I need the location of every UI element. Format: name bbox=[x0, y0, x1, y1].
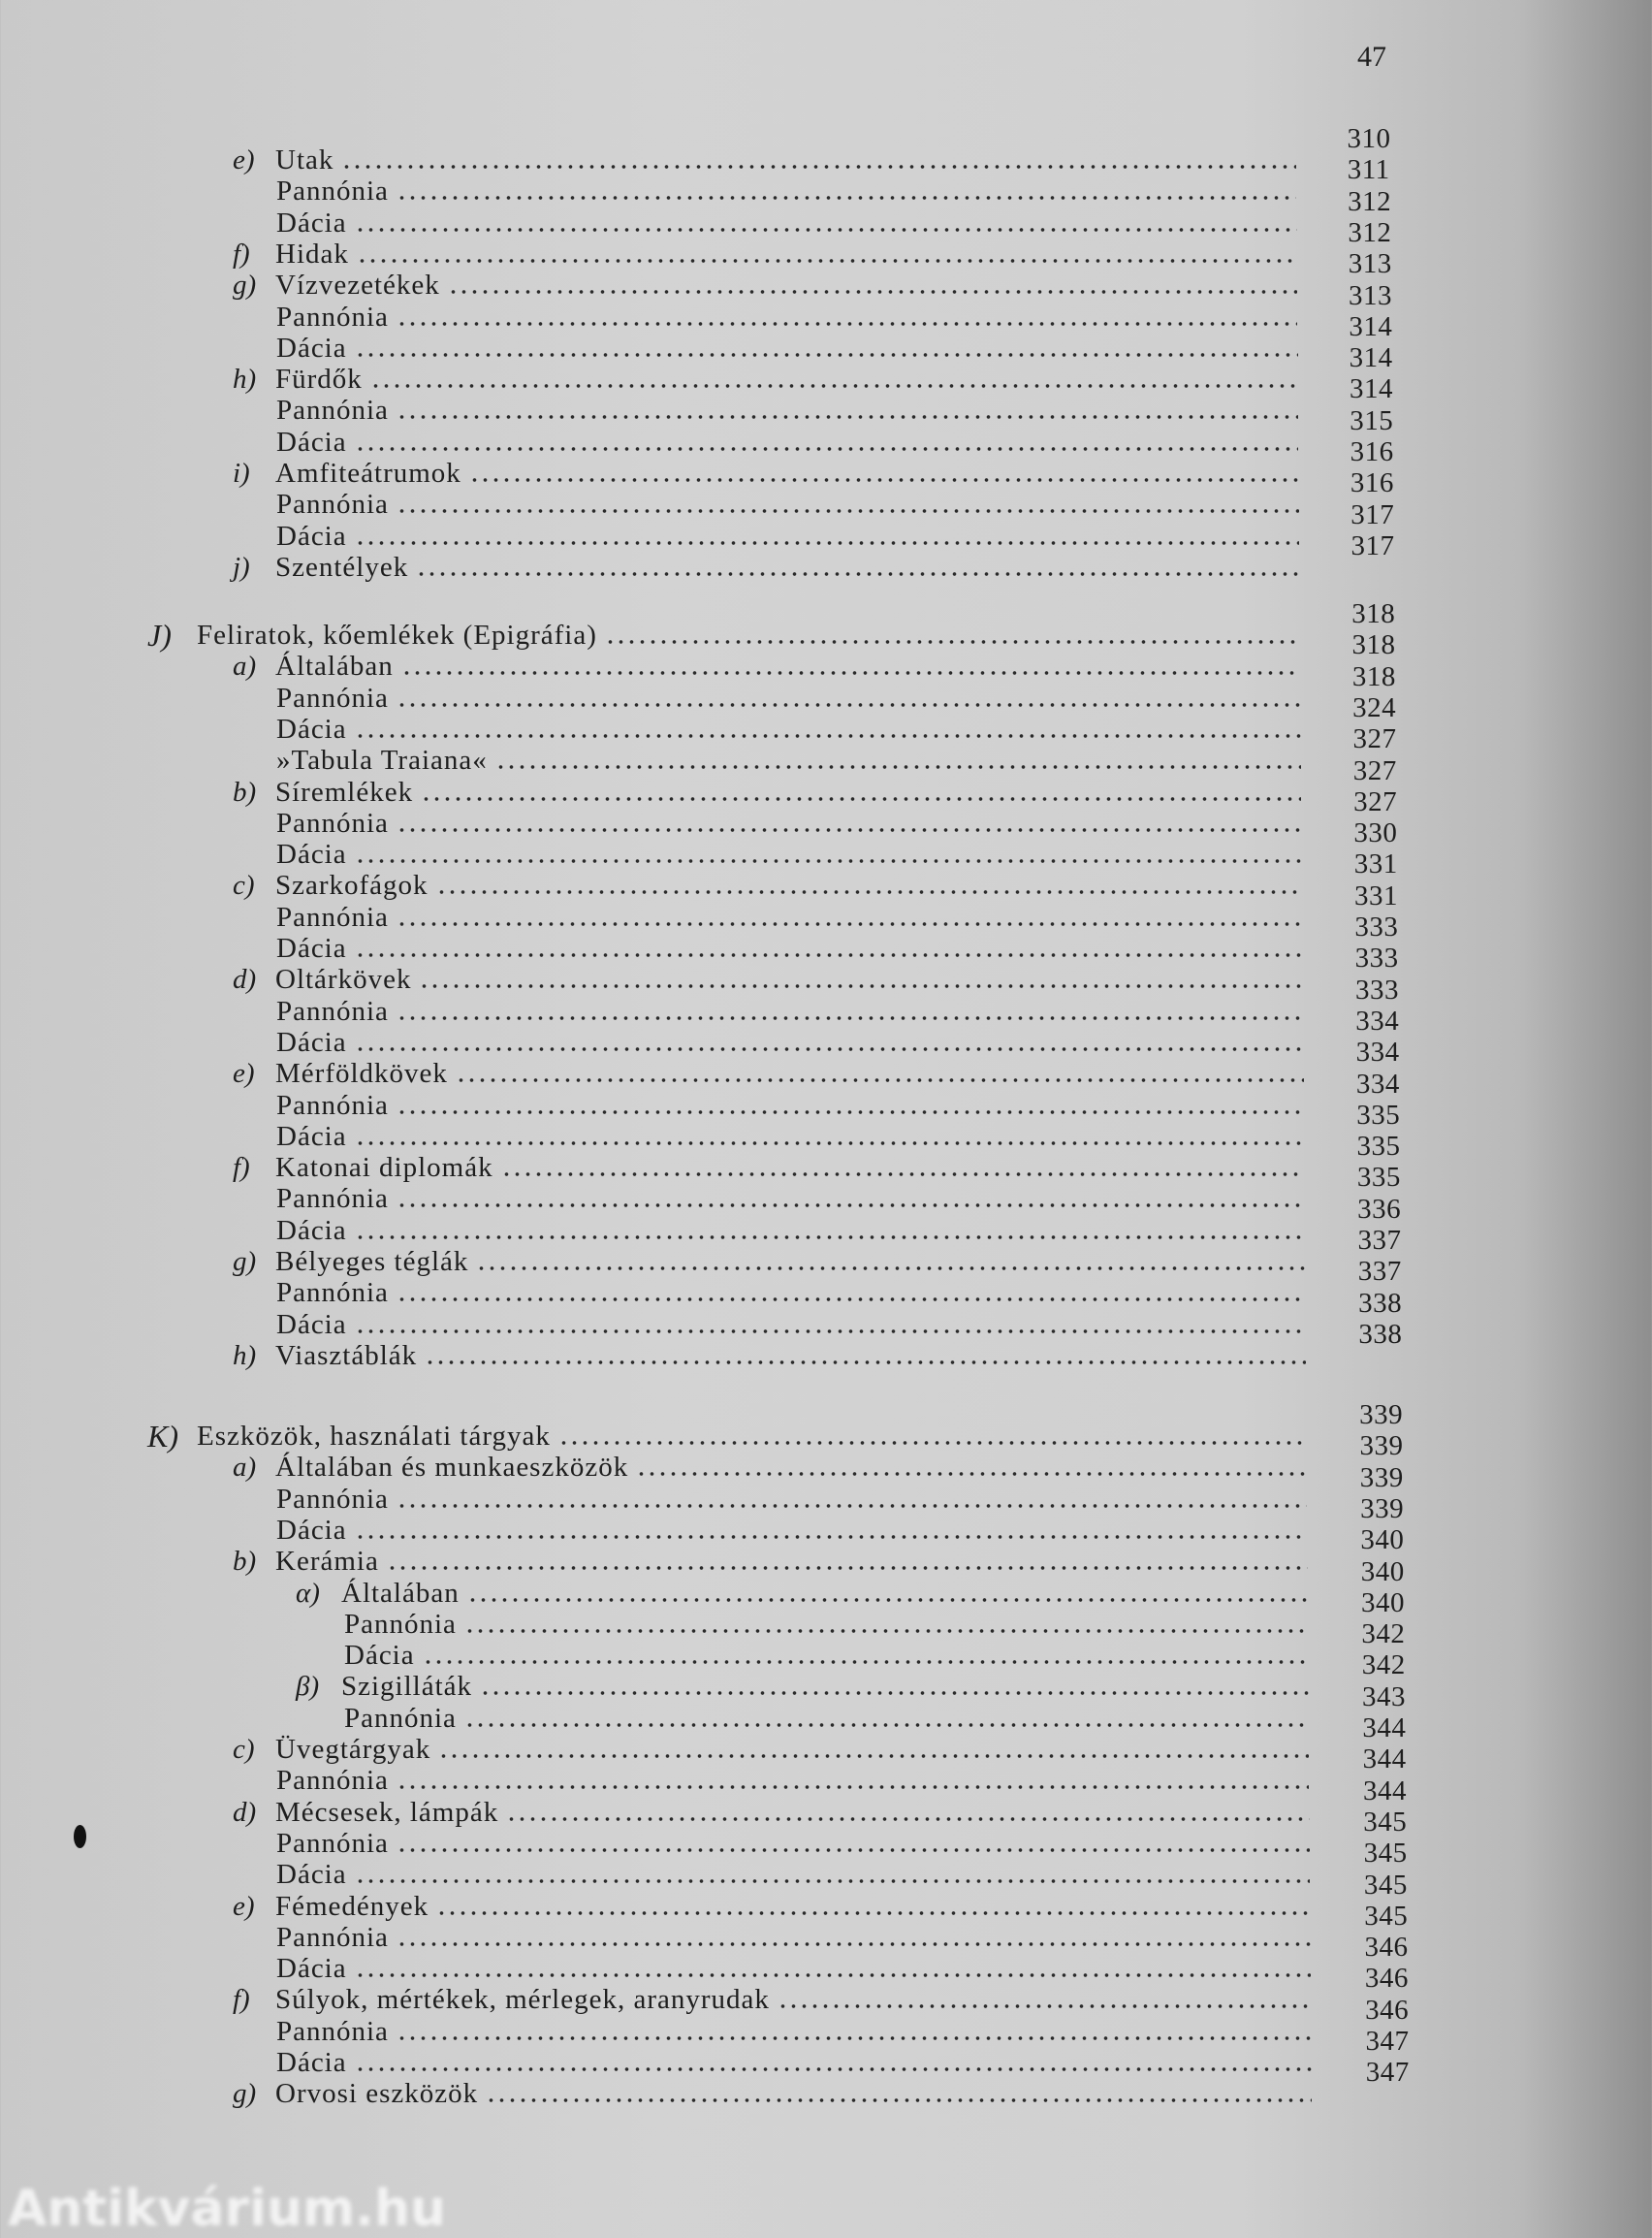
dot-leader bbox=[495, 765, 1301, 769]
entry-title: Pannónia bbox=[276, 1765, 389, 1797]
entry-title: Dácia bbox=[344, 1640, 415, 1672]
entry-title: Pannónia bbox=[276, 1183, 389, 1215]
entry-title: Hidak bbox=[275, 238, 349, 270]
entry-title: Dácia bbox=[276, 1214, 347, 1246]
entry-marker: f) bbox=[233, 1152, 250, 1184]
entry-marker: J) bbox=[147, 618, 172, 653]
dot-leader bbox=[355, 1535, 1307, 1539]
entry-page-number: 342 bbox=[1361, 1618, 1406, 1650]
entry-page-number: 333 bbox=[1354, 911, 1399, 943]
dot-leader bbox=[397, 703, 1301, 707]
entry-title: Dácia bbox=[276, 933, 347, 964]
entry-page-number: 327 bbox=[1352, 723, 1397, 755]
entry-title: Katonai diplomák bbox=[275, 1152, 493, 1184]
dot-leader bbox=[421, 797, 1301, 801]
entry-marker: g) bbox=[233, 270, 257, 302]
entry-page-number: 327 bbox=[1353, 785, 1398, 817]
dot-leader bbox=[355, 953, 1303, 957]
entry-marker: a) bbox=[233, 651, 257, 683]
entry-page-number: 318 bbox=[1351, 629, 1396, 661]
entry-marker: K) bbox=[147, 1419, 178, 1454]
entry-page-number: 313 bbox=[1349, 279, 1392, 311]
entry-title: Általában bbox=[341, 1577, 460, 1609]
entry-marker: h) bbox=[233, 1339, 257, 1371]
entry-page-number: 347 bbox=[1365, 2057, 1410, 2089]
entry-title: Dácia bbox=[276, 1953, 347, 1985]
dot-leader bbox=[397, 1203, 1305, 1207]
entry-title: Amfiteátrumok bbox=[275, 458, 461, 489]
entry-page-number: 335 bbox=[1356, 1162, 1401, 1194]
dot-leader bbox=[355, 228, 1297, 232]
entry-title: Fémedények bbox=[275, 1890, 429, 1922]
entry-page-number: 337 bbox=[1357, 1225, 1402, 1256]
entry-page-number: 344 bbox=[1362, 1743, 1407, 1775]
entry-marker: e) bbox=[233, 1890, 255, 1922]
entry-title: Pannónia bbox=[276, 489, 389, 521]
entry-title: Pannónia bbox=[276, 176, 389, 208]
entry-title: Orvosi eszközök bbox=[275, 2078, 479, 2110]
entry-marker: d) bbox=[233, 1796, 257, 1828]
dot-leader bbox=[355, 2067, 1312, 2071]
entry-page-number: 346 bbox=[1365, 1994, 1410, 2026]
entry-title: Pannónia bbox=[276, 301, 389, 333]
entry-marker: i) bbox=[233, 458, 250, 489]
dot-leader bbox=[355, 1235, 1305, 1239]
dot-leader bbox=[355, 447, 1298, 451]
dot-leader bbox=[355, 1329, 1306, 1333]
entry-page-number: 340 bbox=[1360, 1555, 1405, 1587]
entry-marker: f) bbox=[233, 238, 250, 270]
entry-marker: d) bbox=[233, 964, 257, 996]
entry-title: Fürdők bbox=[275, 364, 363, 396]
entry-page-number: 339 bbox=[1359, 1461, 1404, 1493]
toc-section-heading bbox=[0, 598, 1652, 653]
entry-page-number: 346 bbox=[1364, 1963, 1409, 1995]
entry-page-number: 333 bbox=[1354, 943, 1399, 975]
dot-leader bbox=[436, 890, 1302, 894]
entry-page-number: 346 bbox=[1364, 1932, 1409, 1964]
entry-marker: a) bbox=[233, 1452, 257, 1484]
dot-leader bbox=[397, 922, 1302, 926]
entry-title: Dácia bbox=[276, 207, 347, 239]
entry-title: Utak bbox=[275, 144, 334, 176]
entry-marker: c) bbox=[233, 870, 255, 902]
entry-title: Pannónia bbox=[344, 1608, 457, 1640]
entry-title: Feliratok, kőemlékek (Epigráfia) bbox=[197, 620, 597, 651]
entry-page-number: 324 bbox=[1352, 691, 1397, 723]
entry-page-number: 347 bbox=[1365, 2026, 1410, 2057]
dot-leader bbox=[397, 415, 1298, 419]
entry-title: Vízvezetékek bbox=[275, 270, 440, 302]
entry-page-number: 310 bbox=[1347, 123, 1391, 154]
entry-title: Dácia bbox=[276, 426, 347, 458]
dot-leader bbox=[341, 165, 1296, 169]
entry-marker: f) bbox=[233, 1984, 250, 2016]
entry-page-number: 314 bbox=[1349, 310, 1393, 342]
entry-page-number: 316 bbox=[1350, 467, 1394, 499]
entry-marker: c) bbox=[233, 1734, 255, 1765]
entry-page-number: 345 bbox=[1363, 1838, 1408, 1870]
entry-page-number: 339 bbox=[1359, 1399, 1404, 1430]
entry-page-number: 327 bbox=[1352, 754, 1397, 786]
dot-leader bbox=[397, 2036, 1311, 2040]
entry-page-number: 340 bbox=[1360, 1524, 1405, 1556]
entry-title: »Tabula Traiana« bbox=[276, 745, 488, 777]
entry-title: Dácia bbox=[276, 332, 347, 364]
entry-title: Dácia bbox=[276, 839, 347, 871]
dot-leader bbox=[397, 1785, 1309, 1789]
dot-leader bbox=[397, 1504, 1307, 1508]
entry-title: Mérföldkövek bbox=[275, 1058, 448, 1090]
entry-page-number: 314 bbox=[1349, 342, 1393, 374]
watermark: Antikvárium.hu bbox=[8, 2180, 446, 2238]
entry-page-number: 314 bbox=[1349, 373, 1393, 405]
toc-section-heading bbox=[0, 1399, 1652, 1454]
dot-leader bbox=[476, 1266, 1305, 1270]
dot-leader bbox=[370, 384, 1298, 388]
dot-leader bbox=[397, 509, 1299, 513]
page-number: 47 bbox=[1357, 41, 1386, 73]
entry-title: Szentélyek bbox=[275, 551, 409, 583]
entry-page-number: 334 bbox=[1355, 1037, 1400, 1069]
entry-title: Általában bbox=[275, 651, 394, 683]
dot-leader bbox=[355, 1879, 1310, 1883]
entry-page-number: 343 bbox=[1362, 1680, 1406, 1712]
entry-page-number: 317 bbox=[1350, 498, 1395, 530]
dot-leader bbox=[480, 1691, 1309, 1695]
dot-leader bbox=[397, 828, 1302, 832]
entry-page-number: 317 bbox=[1350, 529, 1395, 561]
entry-marker: h) bbox=[233, 364, 257, 396]
entry-title: Szarkofágok bbox=[275, 870, 429, 902]
entry-title: Szigilláták bbox=[341, 1671, 473, 1703]
dot-leader bbox=[486, 2098, 1312, 2102]
entry-title: Pannónia bbox=[276, 682, 389, 714]
entry-title: Pannónia bbox=[276, 1089, 389, 1121]
entry-marker: g) bbox=[233, 2078, 257, 2110]
entry-title: Dácia bbox=[276, 1514, 347, 1546]
dot-leader bbox=[438, 1754, 1309, 1758]
entry-title: Dácia bbox=[276, 1308, 347, 1340]
entry-page-number: 335 bbox=[1356, 1131, 1401, 1163]
entry-page-number: 334 bbox=[1355, 1068, 1400, 1100]
dot-leader bbox=[464, 1629, 1308, 1633]
entry-title: Pannónia bbox=[276, 901, 389, 933]
dot-leader bbox=[397, 1942, 1311, 1946]
entry-marker: e) bbox=[233, 144, 255, 176]
entry-page-number: 339 bbox=[1359, 1430, 1404, 1462]
entry-title: Pannónia bbox=[344, 1702, 457, 1734]
entry-page-number: 312 bbox=[1348, 216, 1392, 248]
entry-page-number: 340 bbox=[1361, 1586, 1406, 1618]
entry-page-number: 330 bbox=[1353, 817, 1398, 849]
dot-leader bbox=[397, 1848, 1310, 1852]
dot-leader bbox=[558, 1441, 1307, 1445]
entry-title: Pannónia bbox=[276, 1483, 389, 1515]
dot-leader bbox=[357, 259, 1297, 263]
dot-leader bbox=[355, 859, 1302, 863]
entry-title: Mécsesek, lámpák bbox=[275, 1796, 499, 1828]
entry-title: Súlyok, mértékek, mérlegek, aranyrudak bbox=[275, 1984, 770, 2016]
dot-leader bbox=[501, 1172, 1304, 1176]
entry-page-number: 344 bbox=[1362, 1774, 1407, 1806]
entry-marker: α) bbox=[296, 1577, 320, 1609]
entry-title: Üvegtárgyak bbox=[275, 1734, 431, 1765]
entry-title: Dácia bbox=[276, 713, 347, 745]
entry-title: Kerámia bbox=[275, 1546, 379, 1578]
dot-leader bbox=[419, 984, 1303, 988]
dot-leader bbox=[425, 1360, 1306, 1364]
dot-leader bbox=[355, 1973, 1311, 1977]
dot-leader bbox=[401, 671, 1300, 675]
entry-marker: e) bbox=[233, 1058, 255, 1090]
entry-page-number: 331 bbox=[1353, 848, 1398, 880]
entry-title: Pannónia bbox=[276, 395, 389, 427]
dot-leader bbox=[636, 1472, 1307, 1476]
entry-page-number: 335 bbox=[1356, 1099, 1401, 1131]
dot-leader bbox=[397, 1110, 1304, 1114]
entry-title: Bélyeges téglák bbox=[275, 1246, 469, 1277]
entry-page-number: 342 bbox=[1361, 1649, 1406, 1681]
entry-marker: g) bbox=[233, 1246, 257, 1277]
dot-leader bbox=[355, 1047, 1303, 1051]
entry-page-number: 318 bbox=[1351, 598, 1396, 629]
entry-title: Viasztáblák bbox=[275, 1339, 418, 1371]
dot-leader bbox=[355, 353, 1298, 357]
entry-page-number: 337 bbox=[1357, 1256, 1402, 1288]
dot-leader bbox=[423, 1660, 1308, 1664]
entry-marker: j) bbox=[233, 551, 250, 583]
entry-title: Dácia bbox=[276, 2047, 347, 2078]
entry-page-number: 315 bbox=[1350, 404, 1394, 436]
dot-leader bbox=[464, 1723, 1309, 1727]
dot-leader bbox=[778, 2004, 1311, 2008]
entry-page-number: 338 bbox=[1358, 1318, 1403, 1350]
entry-title: Dácia bbox=[276, 1120, 347, 1152]
entry-title: Általában és munkaeszközök bbox=[275, 1452, 629, 1484]
entry-page-number: 345 bbox=[1363, 1806, 1408, 1838]
entry-title: Síremlékek bbox=[275, 776, 414, 808]
entry-title: Dácia bbox=[276, 1026, 347, 1058]
dot-leader bbox=[448, 290, 1297, 294]
dot-leader bbox=[397, 1297, 1305, 1301]
entry-title: Pannónia bbox=[276, 1277, 389, 1309]
dot-leader bbox=[355, 1141, 1304, 1145]
entry-page-number: 338 bbox=[1358, 1287, 1403, 1319]
entry-title: Pannónia bbox=[276, 807, 389, 839]
entry-page-number: 345 bbox=[1364, 1900, 1409, 1932]
entry-title: Pannónia bbox=[276, 1921, 389, 1953]
entry-page-number: 339 bbox=[1360, 1492, 1405, 1524]
entry-page-number: 312 bbox=[1348, 185, 1392, 217]
dot-leader bbox=[436, 1911, 1310, 1915]
entry-marker: b) bbox=[233, 776, 257, 808]
dot-leader bbox=[387, 1566, 1308, 1570]
entry-title: Dácia bbox=[276, 520, 347, 552]
dot-leader bbox=[397, 196, 1296, 200]
entry-page-number: 316 bbox=[1350, 436, 1394, 467]
entry-page-number: 311 bbox=[1347, 154, 1390, 186]
entry-page-number: 344 bbox=[1362, 1712, 1407, 1743]
entry-title: Pannónia bbox=[276, 995, 389, 1027]
entry-title: Oltárkövek bbox=[275, 964, 412, 996]
dot-leader bbox=[355, 734, 1301, 738]
entry-page-number: 333 bbox=[1354, 974, 1399, 1006]
toc-entry bbox=[0, 123, 1652, 176]
entry-page-number: 334 bbox=[1355, 1005, 1400, 1037]
entry-title: Pannónia bbox=[276, 2015, 389, 2047]
dot-leader bbox=[469, 478, 1299, 482]
dot-leader bbox=[416, 572, 1300, 576]
dot-leader bbox=[605, 640, 1300, 644]
dot-leader bbox=[506, 1817, 1310, 1821]
entry-page-number: 345 bbox=[1363, 1869, 1408, 1901]
entry-title: Dácia bbox=[276, 1859, 347, 1891]
entry-page-number: 331 bbox=[1354, 879, 1398, 911]
entry-page-number: 318 bbox=[1351, 660, 1396, 692]
entry-title: Eszközök, használati tárgyak bbox=[197, 1421, 551, 1452]
dot-leader bbox=[467, 1598, 1308, 1602]
dot-leader bbox=[456, 1078, 1304, 1082]
entry-title: Pannónia bbox=[276, 1827, 389, 1859]
entry-marker: β) bbox=[296, 1671, 320, 1703]
dot-leader bbox=[355, 541, 1299, 545]
entry-page-number: 336 bbox=[1357, 1193, 1402, 1225]
entry-marker: b) bbox=[233, 1546, 257, 1578]
ink-blot bbox=[74, 1825, 86, 1848]
entry-page-number: 313 bbox=[1348, 248, 1392, 280]
dot-leader bbox=[397, 322, 1297, 326]
dot-leader bbox=[397, 1016, 1303, 1020]
